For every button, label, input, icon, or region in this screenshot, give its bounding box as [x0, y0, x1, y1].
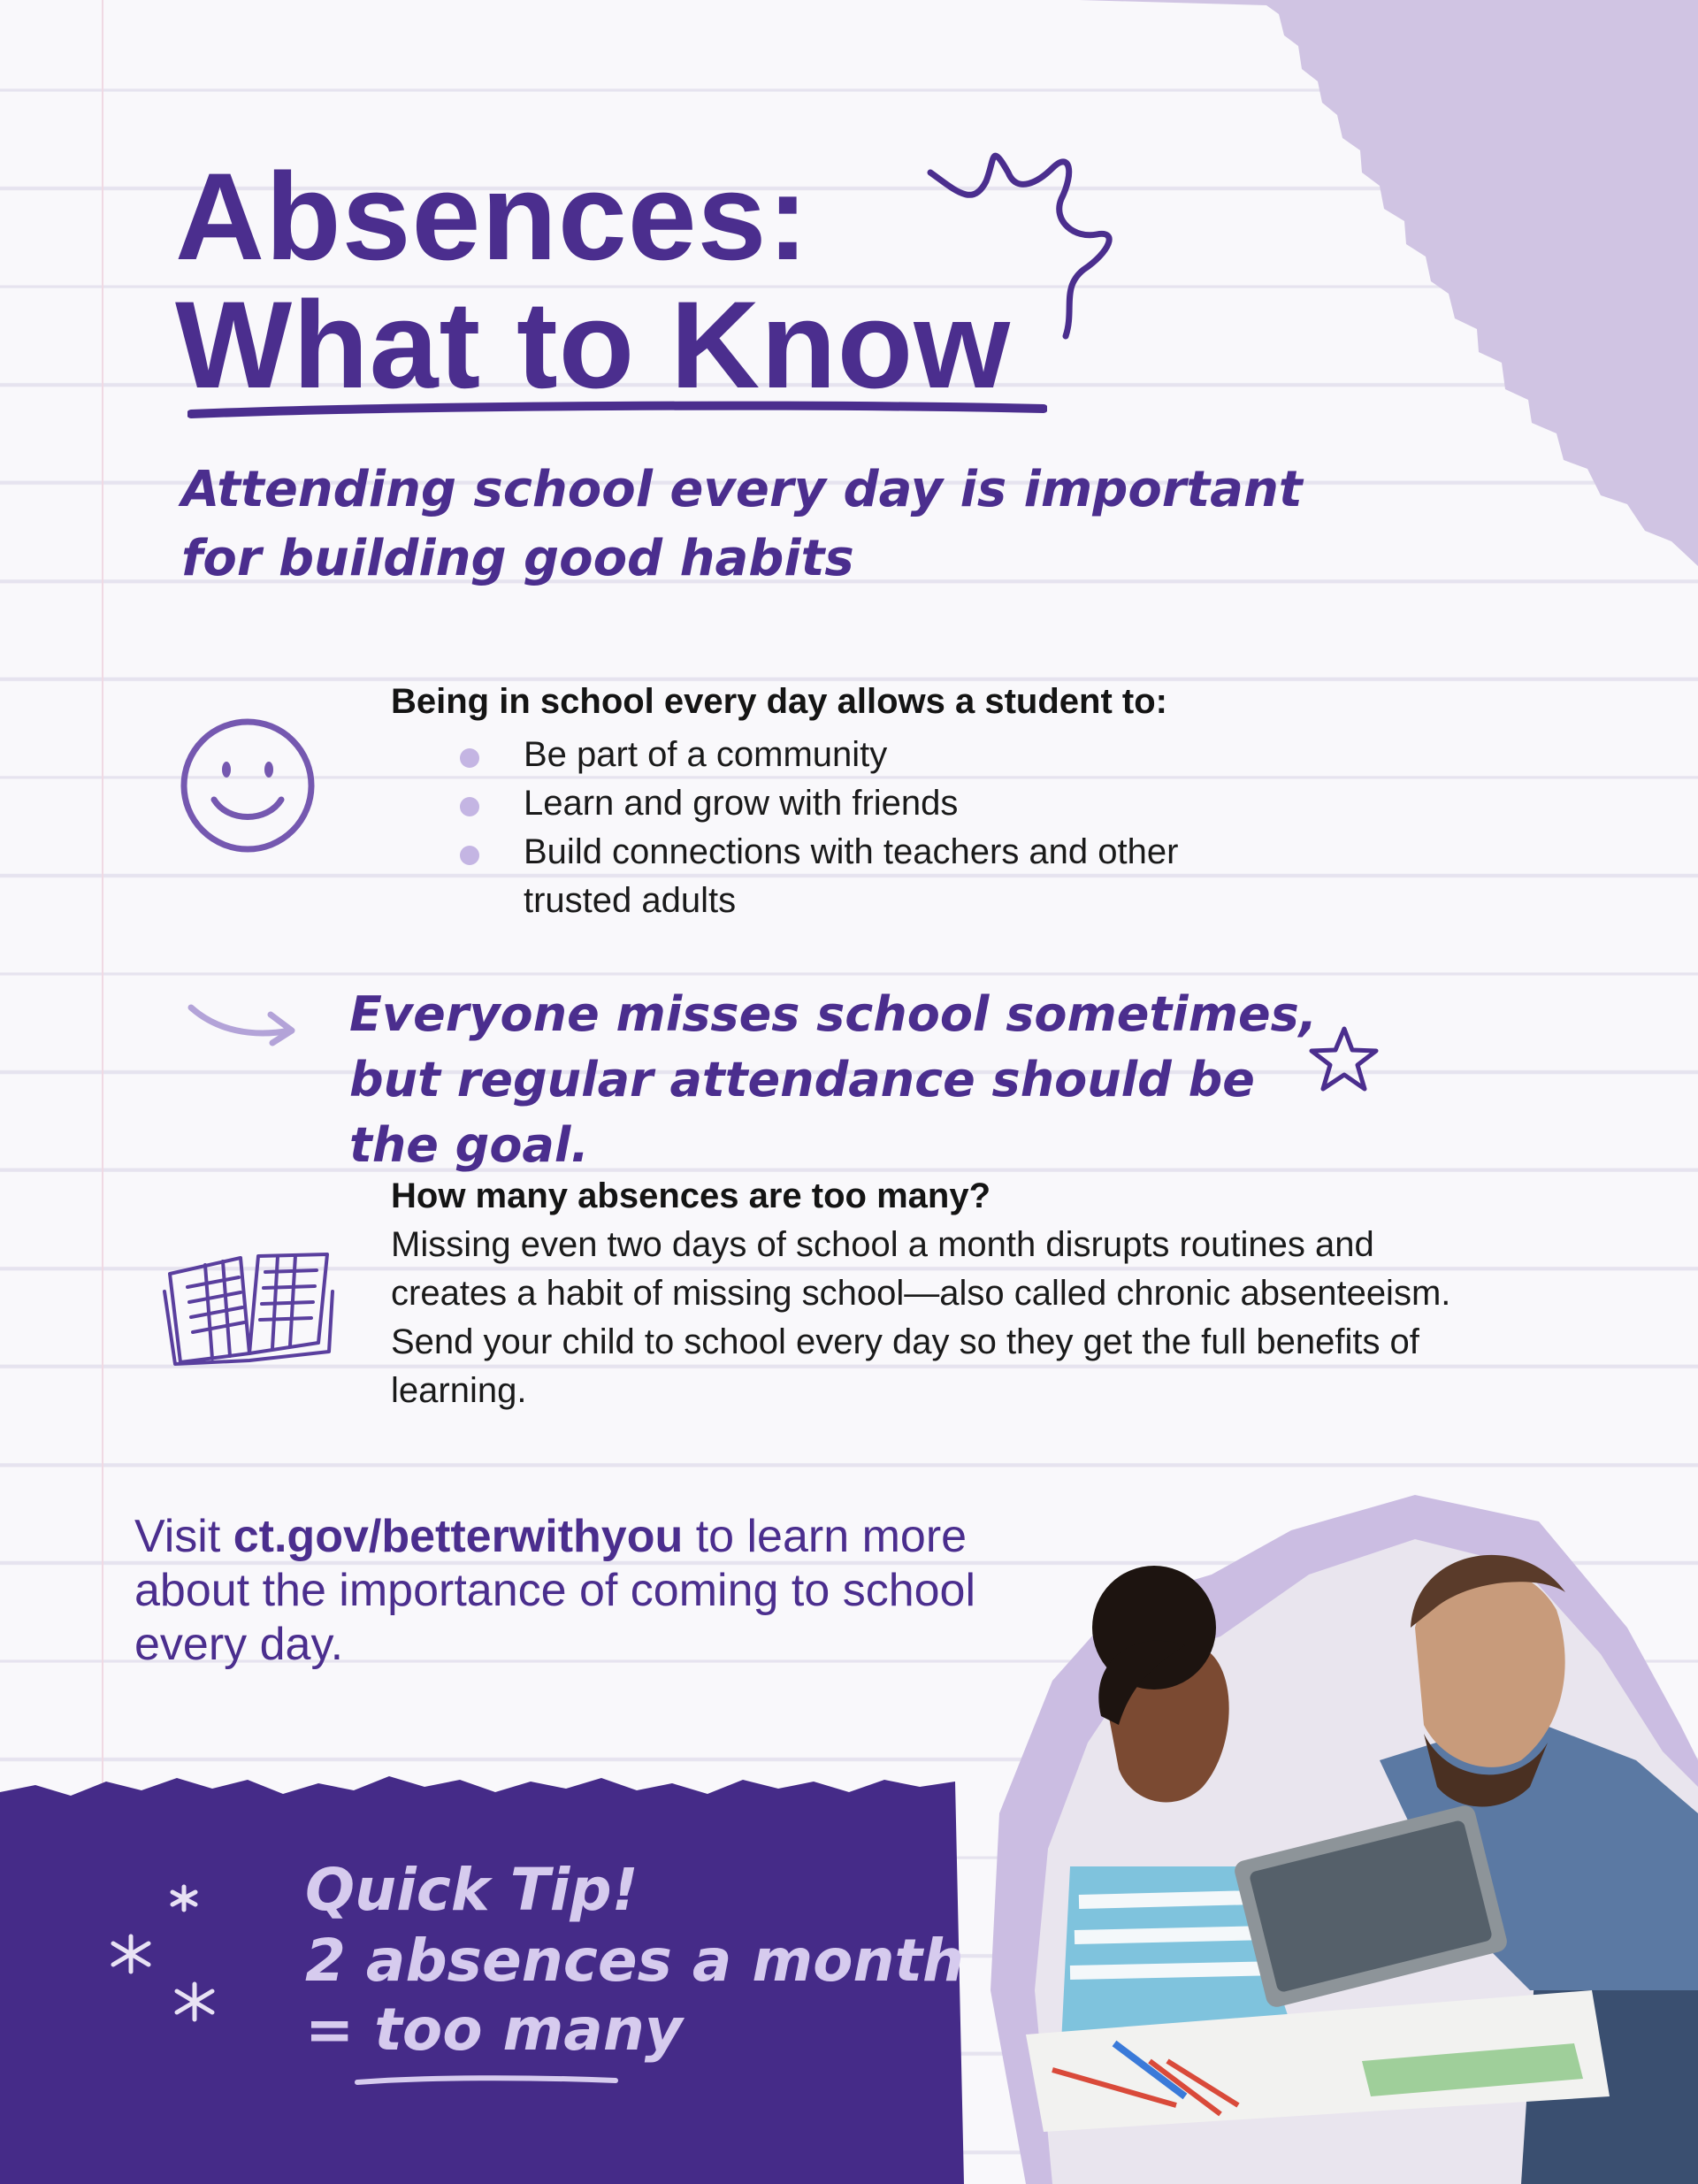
quick-tip-line-2: 2 absences a month — [305, 1927, 965, 1995]
quick-tip-title: Quick Tip! — [305, 1856, 639, 1924]
quick-tip-underline — [354, 2072, 619, 2089]
burst-doodle-icon — [920, 146, 1141, 367]
absences-body: Missing even two days of school a month disrupts routines and creates a habit of missing school—also called chronic absenteeism. Send your child to school every day so they get the full benefits of learning. — [391, 1225, 1451, 1410]
notebook-margin-line — [102, 0, 103, 1796]
sparkle-icon — [104, 1880, 228, 2030]
absences-heading: How many absences are too many? — [391, 1176, 991, 1215]
smiley-face-icon — [177, 715, 318, 856]
visit-prefix: Visit — [134, 1511, 221, 1562]
benefits-list — [451, 731, 1247, 925]
visit-suffix: to learn more about the importance of coming to school every day. — [134, 1511, 976, 1670]
star-icon — [1307, 1023, 1381, 1094]
list-item: Be part of a community — [451, 731, 1247, 779]
list-item: Build connections with teachers and other trusted adults — [451, 828, 1247, 925]
page-title-line-1: Absences: — [175, 147, 810, 286]
arrow-right-icon — [186, 995, 301, 1048]
teacher-student-photo — [955, 1495, 1698, 2184]
benefits-heading: Being in school every day allows a student to: — [391, 682, 1167, 721]
subtitle: Attending school every day is important for building good habits — [181, 461, 1303, 587]
website-link[interactable]: ct.gov/betterwithyou — [233, 1511, 684, 1562]
attendance-reminder: Everyone misses school sometimes, but regular attendance should be the goal. — [349, 986, 1318, 1173]
title-underline — [187, 400, 1047, 423]
visit-message — [134, 1510, 1019, 1672]
page-title-line-2: What to Know — [175, 275, 1012, 414]
quick-tip-line-3 — [305, 1996, 683, 2065]
list-item: Learn and grow with friends — [451, 779, 1247, 828]
quick-tip-emphasis: too many — [374, 1996, 683, 2064]
equals-sign: = — [305, 1996, 355, 2064]
open-book-icon — [161, 1238, 336, 1367]
